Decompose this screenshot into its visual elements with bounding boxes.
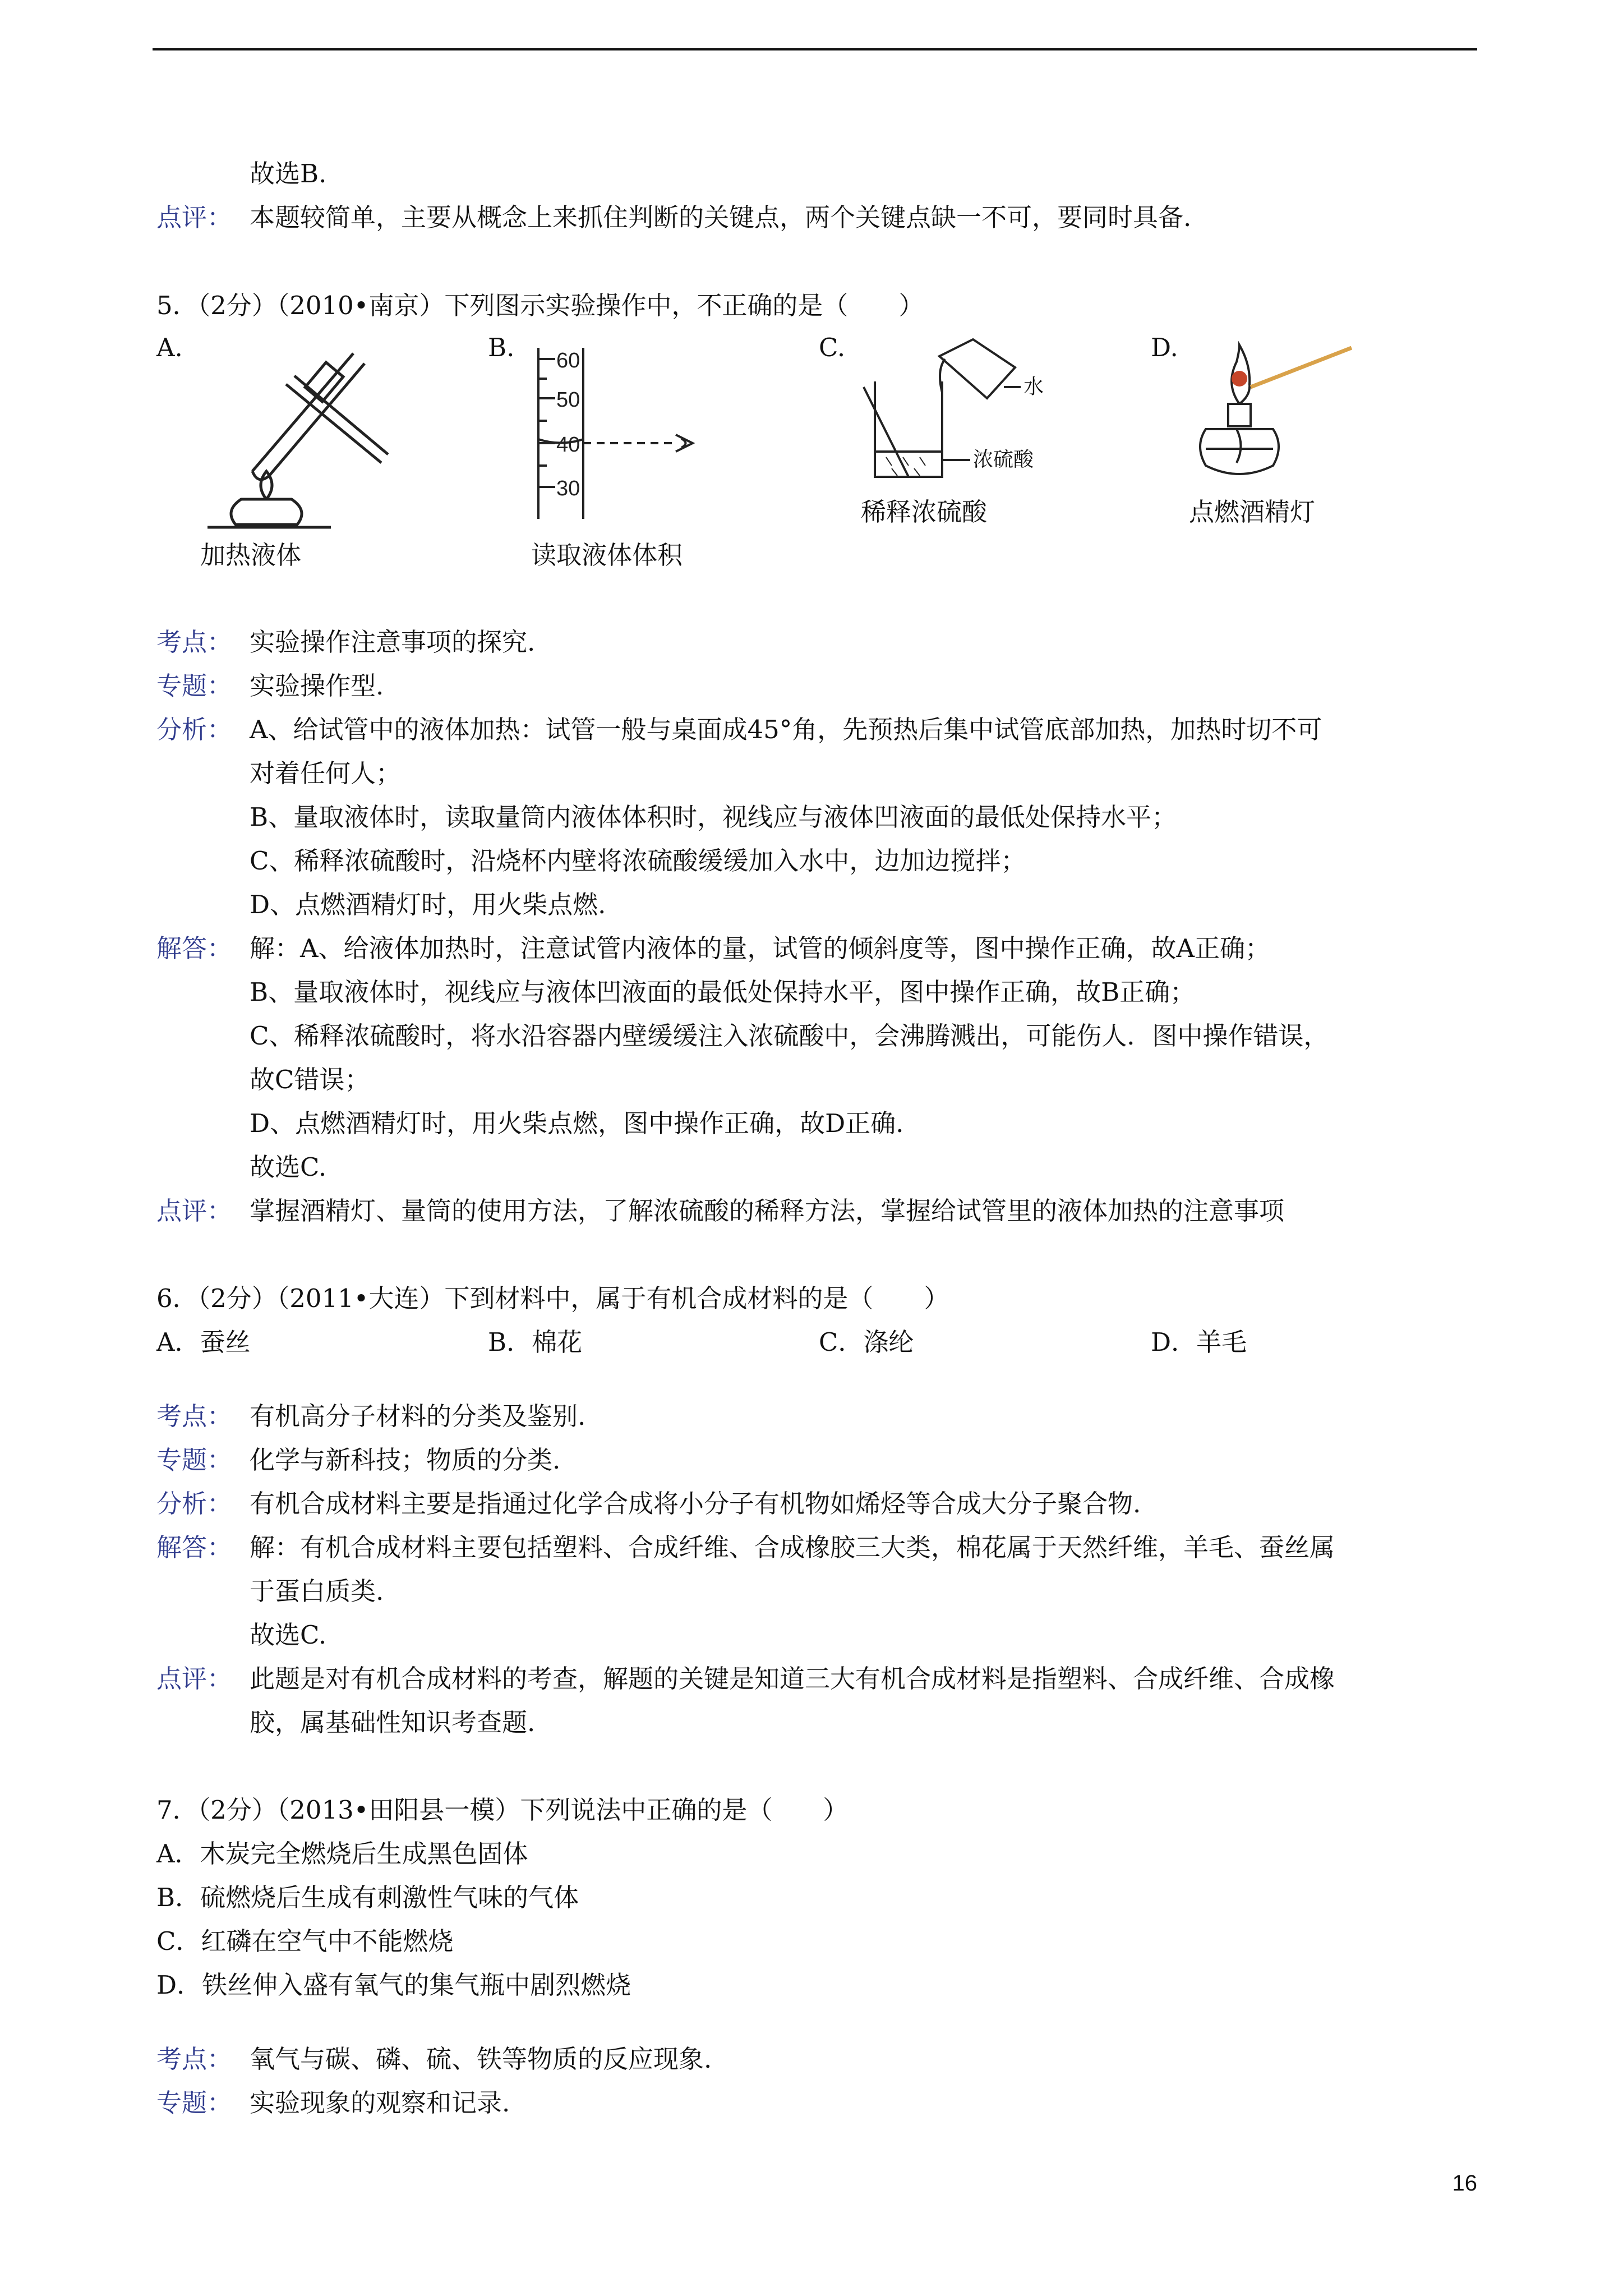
q6-zhuanti: 化学与新科技；物质的分类. xyxy=(250,1445,561,1475)
q5-fenxi-line: C、稀释浓硫酸时，沿烧杯内壁将浓硫酸缓缓加入水中，边加边搅拌； xyxy=(250,846,1026,876)
q6-fenxi-tag: 分析： xyxy=(156,1489,233,1519)
water-label: 水 xyxy=(1023,375,1044,398)
q5-jieda-line: 故C错误； xyxy=(250,1065,370,1094)
q5-fenxi-line: 对着任何人； xyxy=(250,758,402,788)
q5-fenxi-line: A、给试管中的液体加热：试管一般与桌面成45°角，先预热后集中试管底部加热，加热时切不可 xyxy=(250,715,1322,744)
header-rule xyxy=(153,48,1477,50)
q6-stem: 6．（2分）（2011•大连）下到材料中，属于有机合成材料的是（ ） xyxy=(156,1283,949,1313)
page-number: 16 xyxy=(1452,2171,1477,2196)
q5-option-c-letter: C. xyxy=(819,333,846,362)
q5-jieda-line: 故选C. xyxy=(250,1152,327,1182)
q5-kaodian-tag: 考点： xyxy=(156,627,233,657)
q7-zhuanti-tag: 专题： xyxy=(156,2088,233,2118)
q6-jieda-line: 故选C. xyxy=(250,1620,327,1650)
heating-liquid-figure xyxy=(185,331,398,533)
q5-fenxi-line: D、点燃酒精灯时，用火柴点燃. xyxy=(250,890,606,919)
q5-jieda-line: C、稀释浓硫酸时，将水沿容器内壁缓缓注入浓硫酸中，会沸腾溅出，可能伤人．图中操作错误， xyxy=(250,1021,1329,1051)
q6-dianping-tag: 点评： xyxy=(156,1664,233,1694)
alcohol-lamp-figure xyxy=(1183,334,1363,485)
q6-zhuanti-tag: 专题： xyxy=(156,1445,233,1475)
q4-conclusion: 故选B. xyxy=(250,159,327,188)
acid-label: 浓硫酸 xyxy=(973,448,1034,471)
q6-option-c: C．涤纶 xyxy=(819,1327,914,1357)
scale-label-40: 40 xyxy=(556,433,580,457)
scale-label-50: 50 xyxy=(556,388,580,412)
q6-option-b: B．棉花 xyxy=(488,1327,583,1357)
q5-zhuanti: 实验操作型. xyxy=(250,671,384,701)
q7-kaodian-tag: 考点： xyxy=(156,2044,233,2074)
alcohol-lamp-caption: 点燃酒精灯 xyxy=(1189,497,1316,527)
heating-liquid-caption: 加热液体 xyxy=(200,540,302,570)
q4-review: 本题较简单，主要从概念上来抓住判断的关键点，两个关键点缺一不可，要同时具备. xyxy=(250,203,1192,232)
dilution-caption: 稀释浓硫酸 xyxy=(861,497,988,527)
q5-fenxi-line: B、量取液体时，读取量筒内液体体积时，视线应与液体凹液面的最低处保持水平； xyxy=(250,802,1177,832)
q6-option-d: D．羊毛 xyxy=(1151,1327,1247,1357)
q7-stem: 7．（2分）（2013•田阳县一模）下列说法中正确的是（ ） xyxy=(156,1795,849,1825)
q6-dianping-line: 胶，属基础性知识考查题. xyxy=(250,1708,536,1737)
q5-dianping-tag: 点评： xyxy=(156,1196,233,1226)
q6-option-a: A．蚕丝 xyxy=(156,1327,251,1357)
q4-review-tag: 点评： xyxy=(156,203,233,232)
q6-jieda-line: 解：有机合成材料主要包括塑料、合成纤维、合成橡胶三大类，棉花属于天然纤维，羊毛、蚕丝属 xyxy=(250,1533,1335,1562)
q5-option-d-letter: D. xyxy=(1151,333,1178,362)
q6-jieda-line: 于蛋白质类. xyxy=(250,1576,384,1606)
q6-fenxi: 有机合成材料主要是指通过化学合成将小分子有机物如烯烃等合成大分子聚合物. xyxy=(250,1489,1141,1519)
q7-kaodian: 氧气与碳、磷、硫、铁等物质的反应现象. xyxy=(250,2044,712,2074)
q5-zhuanti-tag: 专题： xyxy=(156,671,233,701)
q5-option-a-letter: A. xyxy=(156,333,183,362)
q5-jieda-line: B、量取液体时，视线应与液体凹液面的最低处保持水平，图中操作正确，故B正确； xyxy=(250,977,1196,1007)
q6-dianping-line: 此题是对有机合成材料的考查，解题的关键是知道三大有机合成材料是指塑料、合成纤维、合成橡 xyxy=(250,1664,1335,1694)
q7-zhuanti: 实验现象的观察和记录. xyxy=(250,2088,510,2118)
scale-label-60: 60 xyxy=(556,349,580,372)
q7-option-d: D．铁丝伸入盛有氧气的集气瓶中剧烈燃烧 xyxy=(156,1970,631,2000)
q5-option-b-letter: B. xyxy=(488,333,515,362)
q7-option-b: B．硫燃烧后生成有刺激性气味的气体 xyxy=(156,1883,579,1912)
scale-label-30: 30 xyxy=(556,477,580,500)
q5-jieda-tag: 解答： xyxy=(156,933,233,963)
reading-volume-caption: 读取液体体积 xyxy=(531,540,683,570)
q6-kaodian-tag: 考点： xyxy=(156,1401,233,1431)
q7-option-a: A．木炭完全燃烧后生成黑色固体 xyxy=(156,1839,528,1869)
q5-dianping: 掌握酒精灯、量筒的使用方法，了解浓硫酸的稀释方法，掌握给试管里的液体加热的注意事项 xyxy=(250,1196,1285,1226)
q5-stem: 5．（2分）（2010•南京）下列图示实验操作中，不正确的是（ ） xyxy=(156,291,924,320)
q5-kaodian: 实验操作注意事项的探究. xyxy=(250,627,536,657)
q5-fenxi-tag: 分析： xyxy=(156,715,233,744)
graduated-cylinder-figure xyxy=(522,337,712,522)
dilution-figure xyxy=(852,337,1088,488)
q6-jieda-tag: 解答： xyxy=(156,1533,233,1562)
q6-kaodian: 有机高分子材料的分类及鉴别. xyxy=(250,1401,586,1431)
q5-jieda-line: D、点燃酒精灯时，用火柴点燃，图中操作正确，故D正确. xyxy=(250,1108,904,1138)
q5-jieda-line: 解：A、给液体加热时，注意试管内液体的量，试管的倾斜度等，图中操作正确，故A正确； xyxy=(250,933,1270,963)
q7-option-c: C．红磷在空气中不能燃烧 xyxy=(156,1926,454,1956)
